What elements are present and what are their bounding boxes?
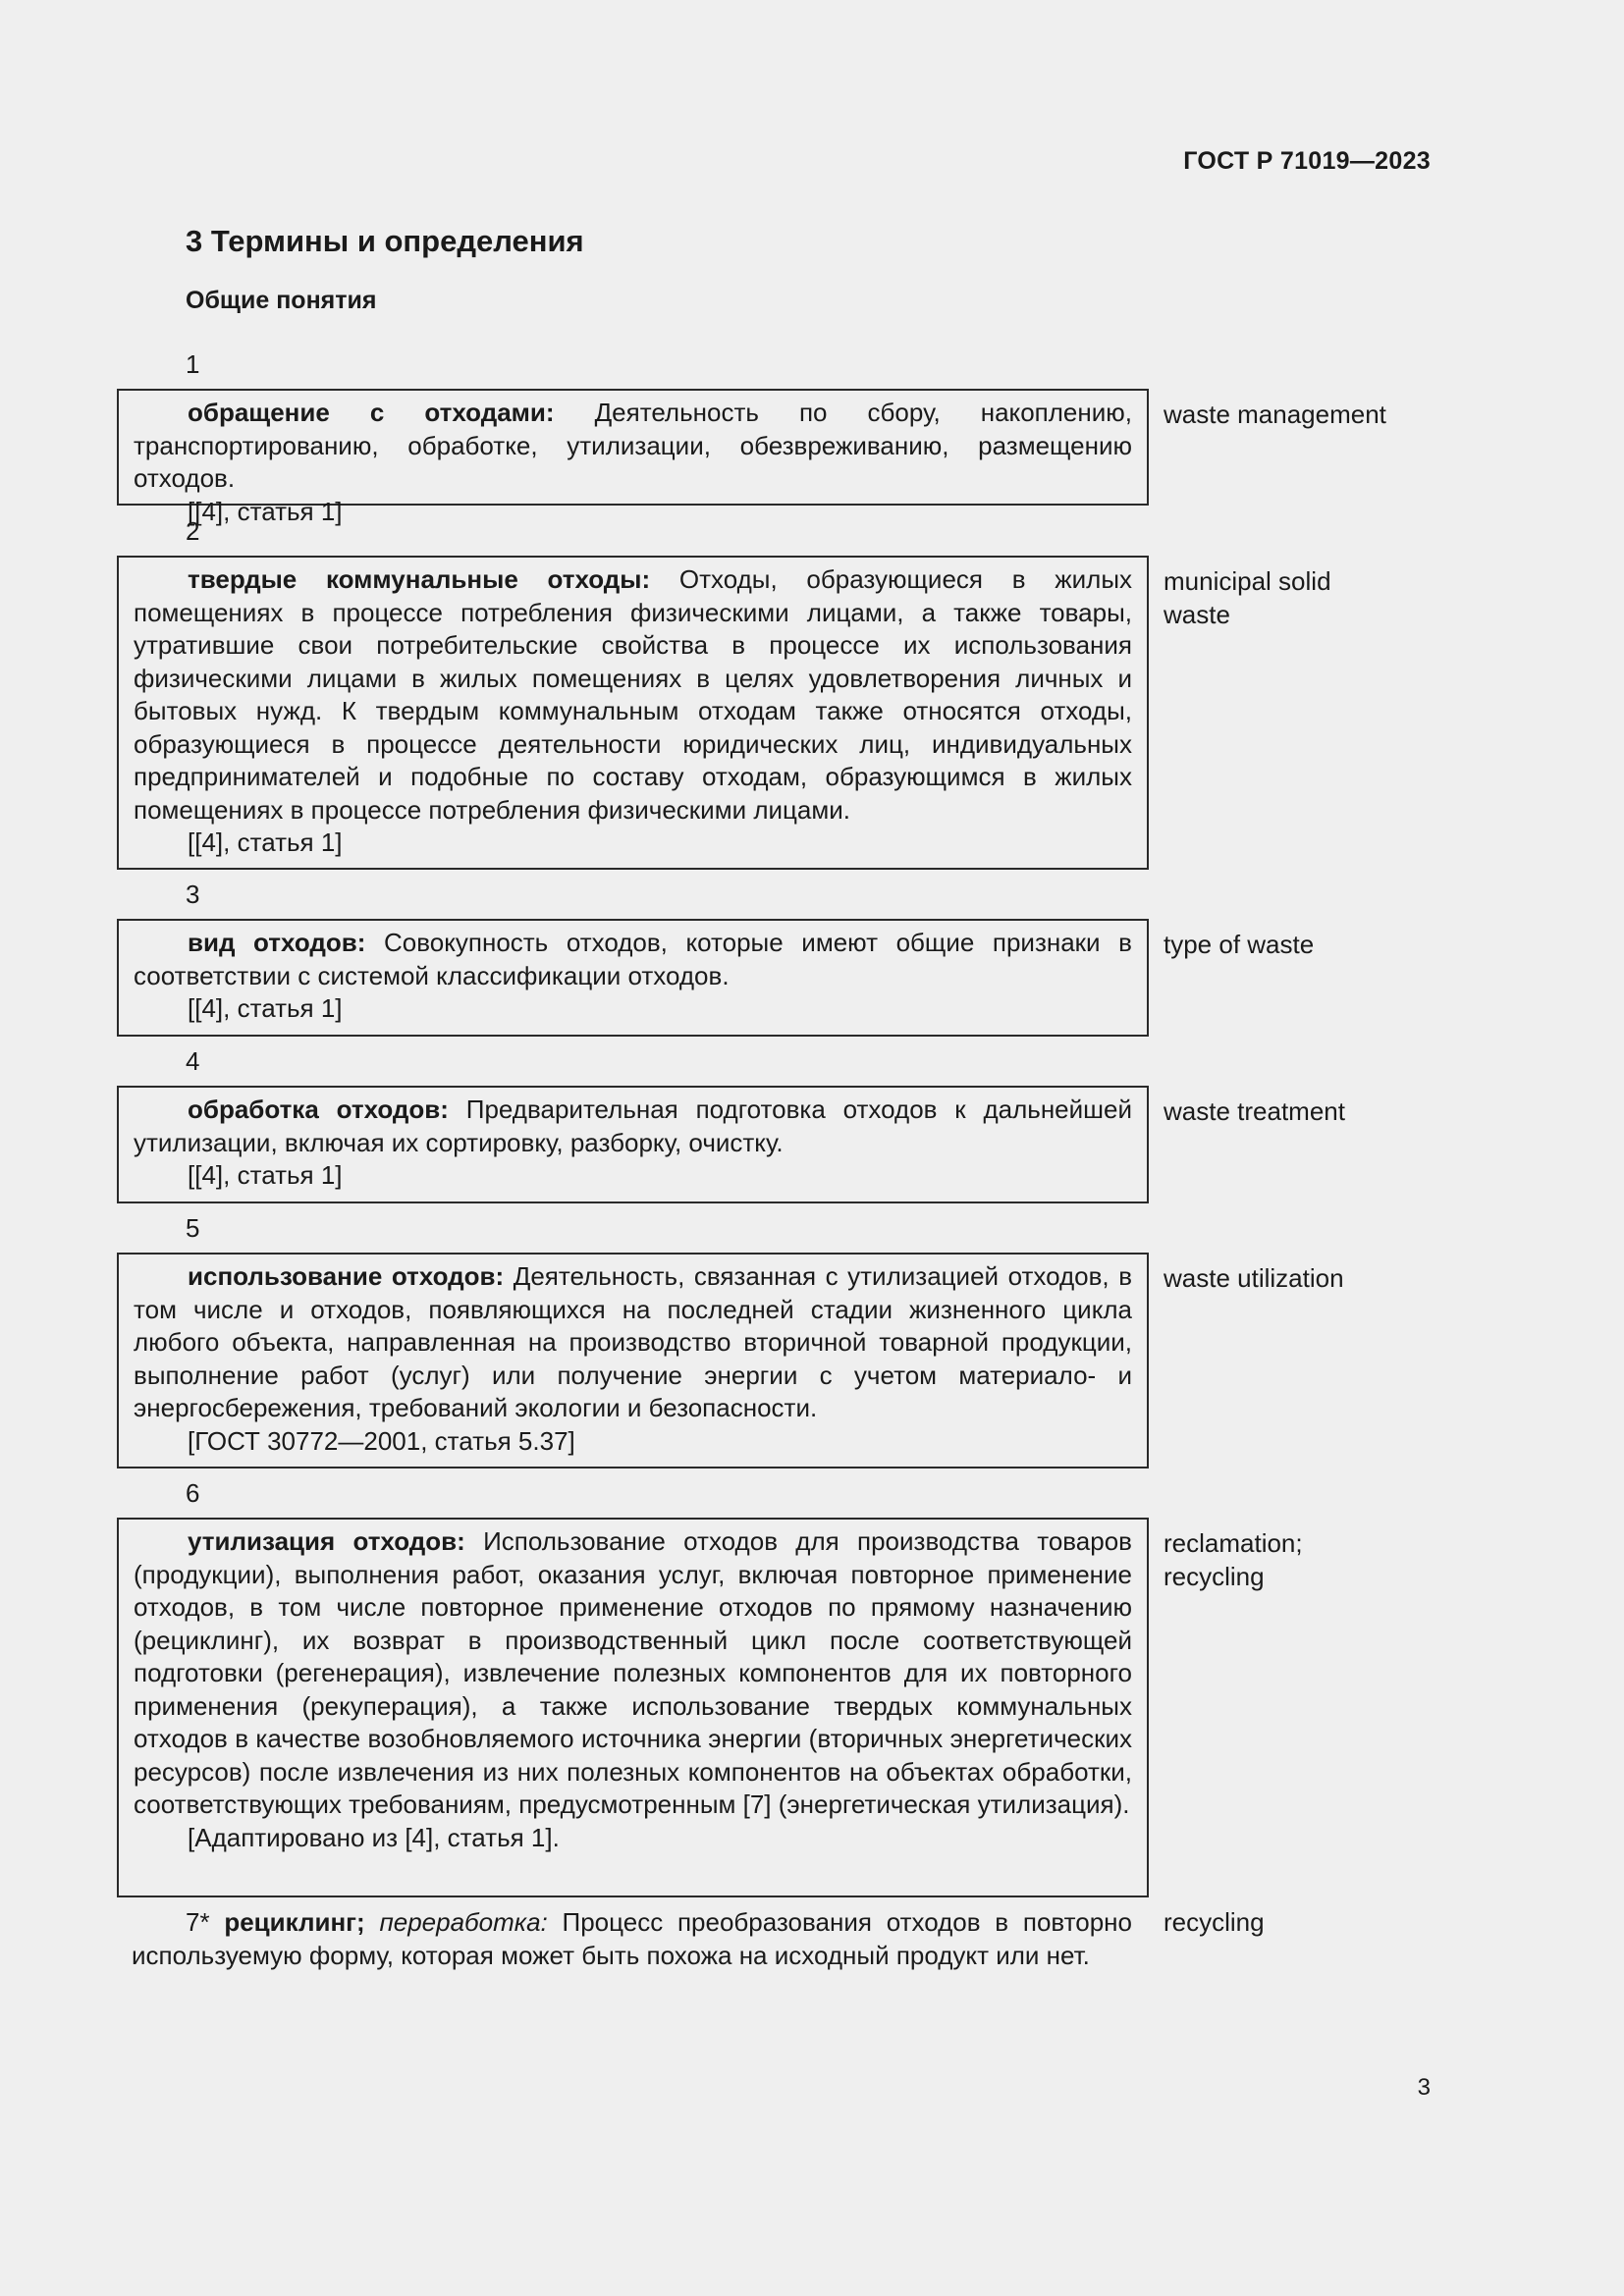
term-definition bbox=[134, 1260, 1132, 1425]
term-definition-text: Отходы, образующиеся в жилых помещениях в процессе потребления физическими лицами, а также товары, утратившие свои потребительские свойства в процессе их использования физическими лицами в жилых помещениях в целях удовлетворения личных и бытовых нужд. К твердым коммунальным отходам также относятся отходы, образующиеся в процессе деятельности юридических лиц, индивидуальных предпринимателей и подобные по составу отходам, образующимся в жилых помещениях в процессе потребления физическими лицами. bbox=[134, 564, 1133, 825]
term-reference: [Адаптировано из [4], статья 1]. bbox=[188, 1822, 560, 1852]
term-definition bbox=[132, 1906, 1132, 1972]
term-definition-text: Деятельность по сбору, накоплению, транспортированию, обработке, утилизации, обезвреживанию, размещению отходов. bbox=[134, 398, 1132, 493]
page-number: 3 bbox=[1417, 2074, 1431, 2101]
term-name: рециклинг; bbox=[224, 1907, 365, 1937]
term-reference: [[4], статья 1] bbox=[188, 993, 343, 1023]
term-reference: [[4], статья 1] bbox=[188, 1160, 343, 1190]
term-box bbox=[117, 1253, 1149, 1468]
term-definition bbox=[134, 1094, 1132, 1159]
term-reference: [[4], статья 1] bbox=[188, 496, 343, 526]
term-definition bbox=[134, 397, 1132, 496]
term-number: 6 bbox=[186, 1478, 200, 1508]
term-number: 1 bbox=[186, 349, 200, 379]
subsection-title: Общие понятия bbox=[186, 287, 377, 314]
document-code: ГОСТ Р 71019—2023 bbox=[1183, 147, 1431, 175]
term-english-equivalent: waste management bbox=[1164, 400, 1386, 429]
term-definition bbox=[134, 927, 1132, 992]
term-definition-text: Совокупность отходов, которые имеют общие признаки в соответствии с системой классификации отходов. bbox=[134, 928, 1132, 990]
term-number: 2 bbox=[186, 516, 200, 546]
term-reference: [ГОСТ 30772—2001, статья 5.37] bbox=[188, 1425, 575, 1456]
term-definition-text: Предварительная подготовка отходов к дальнейшей утилизации, включая их сортировку, разборку, очистку. bbox=[134, 1095, 1133, 1157]
term-number: 4 bbox=[186, 1046, 200, 1076]
term-english-equivalent: waste treatment bbox=[1164, 1096, 1345, 1126]
term-number: 7* bbox=[186, 1907, 210, 1937]
term-definition-text: Использование отходов для производства товаров (продукции), выполнения работ, оказания услуг, включая повторное применение отходов, в том числе повторное применение отходов по прямому назначению (рециклинг), их возврат в производственный цикл после соответствующей подготовки (регенерация), извлечение полезных компонентов для их повторного применения (рекуперация), а также использование твердых коммунальных отходов в качестве возобновляемого источника энергии (вторичных энергетических ресурсов) после извлечения из них полезных компонентов на объектах обработки, соответствующих требованиям, предусмотренным [7] (энергетическая утилизация). bbox=[134, 1526, 1132, 1819]
term-7 bbox=[132, 1906, 1132, 1972]
term-english-equivalent: waste utilization bbox=[1164, 1263, 1344, 1293]
term-name: вид отходов: bbox=[188, 928, 366, 957]
term-english-equivalent: municipal solid waste bbox=[1164, 566, 1331, 629]
term-box bbox=[117, 389, 1149, 526]
term-name: утилизация отходов: bbox=[188, 1526, 465, 1556]
term-reference: [[4], статья 1] bbox=[188, 828, 343, 857]
term-alternative-name: переработка: bbox=[379, 1907, 548, 1937]
term-number: 3 bbox=[186, 880, 200, 909]
term-box bbox=[117, 1086, 1149, 1203]
term-definition-text: Процесс преобразования отходов в повторно используемую форму, которая может быть похожа на исходный продукт или нет. bbox=[132, 1907, 1132, 1970]
term-english-equivalent: recycling bbox=[1164, 1907, 1265, 1937]
term-definition-text: Деятельность, связанная с утилизацией отходов, в том числе и отходов, появляющихся на последней стадии жизненного цикла любого объекта, направленная на производство вторичной товарной продукции, выполнение работ (услуг) или получение энергии с учетом материало- и энергосбережения, требований экологии и безопасности. bbox=[134, 1261, 1133, 1422]
term-name: твердые коммунальные отходы: bbox=[188, 564, 651, 594]
term-english-equivalent: reclamation; recycling bbox=[1164, 1528, 1303, 1591]
term-box bbox=[117, 556, 1149, 870]
term-box bbox=[117, 919, 1149, 1037]
term-name: обращение с отходами: bbox=[188, 398, 555, 427]
term-box bbox=[117, 1518, 1149, 1897]
term-name: обработка отходов: bbox=[188, 1095, 449, 1124]
term-number: 5 bbox=[186, 1213, 200, 1243]
term-english-equivalent: type of waste bbox=[1164, 930, 1315, 959]
section-title: 3 Термины и определения bbox=[186, 224, 584, 258]
term-definition bbox=[134, 563, 1132, 827]
term-definition bbox=[134, 1525, 1132, 1822]
term-name: использование отходов: bbox=[188, 1261, 505, 1291]
